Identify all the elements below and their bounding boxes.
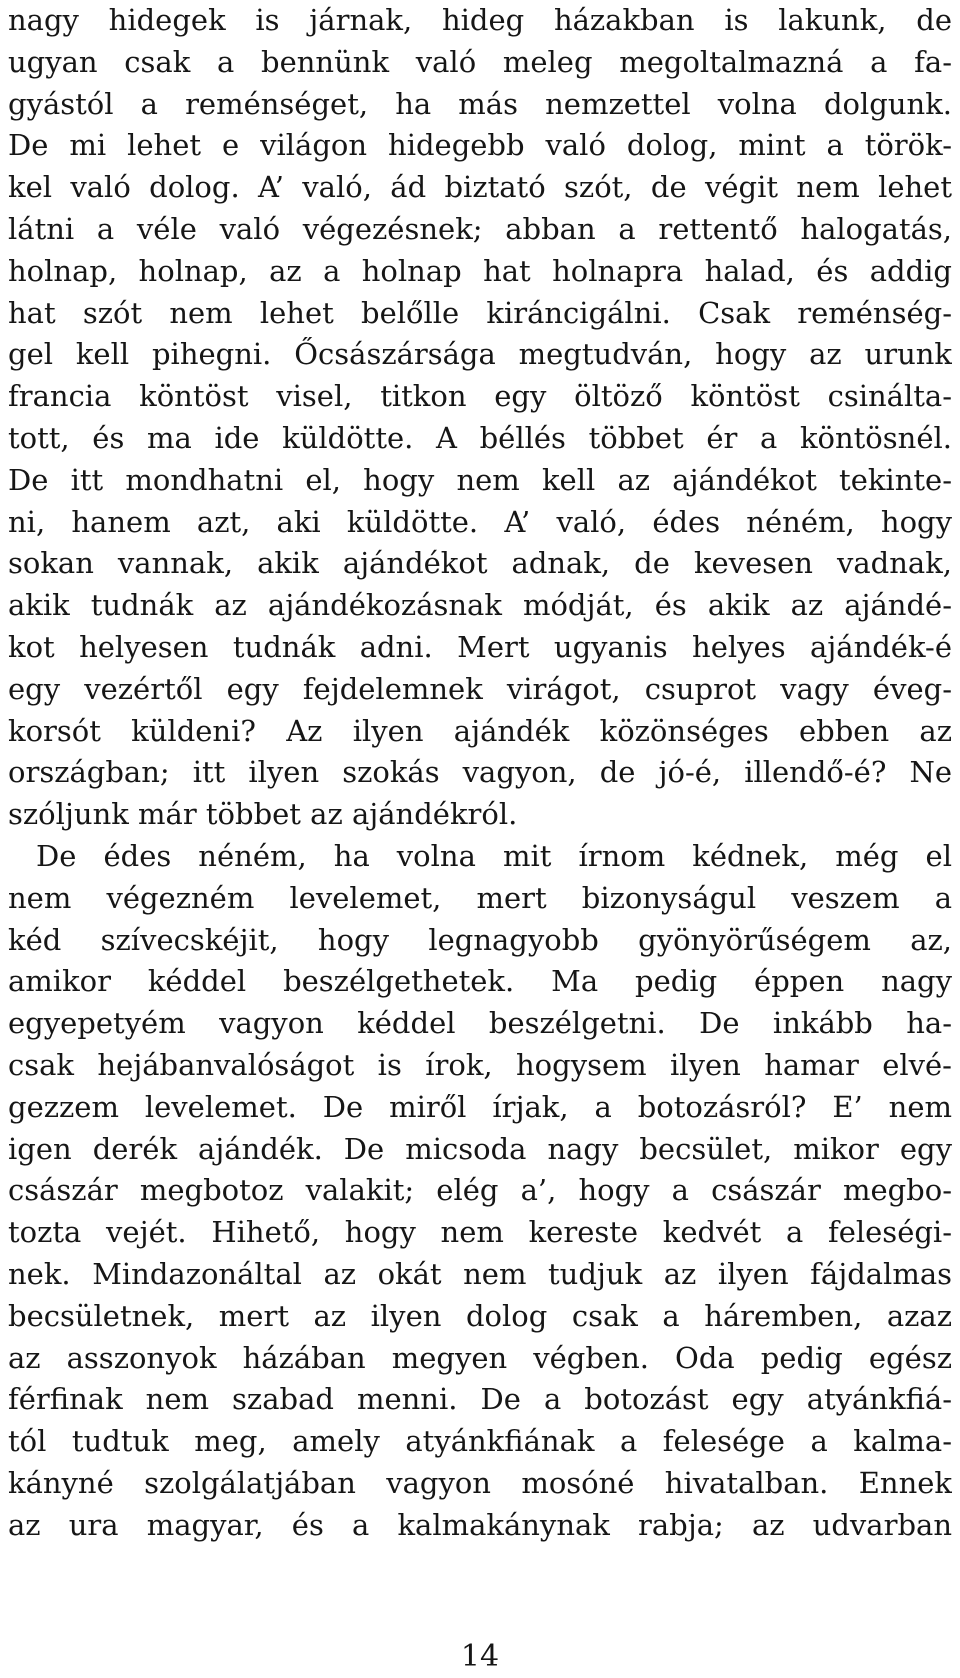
text-line: kányné szolgálatjában vagyon mosóné hivatalban. Ennek (8, 1465, 952, 1500)
text-line: nagy hidegek is járnak, hideg házakban is lakunk, de (8, 3, 952, 37)
text-line: korsót küldeni? Az ilyen ajándék közönséges ebben az (8, 713, 952, 748)
text-line: országban; itt ilyen szokás vagyon, de jó-é, illendő-é? Ne (8, 755, 952, 790)
text-line: tozta vejét. Hihető, hogy nem kereste kedvét a feleségi- (8, 1215, 952, 1250)
text-line: becsületnek, mert az ilyen dolog csak a háremben, azaz (8, 1298, 952, 1333)
text-line: nek. Mindazonáltal az okát nem tudjuk az ilyen fájdalmas (8, 1256, 952, 1291)
text-line: csak hejábanvalóságot is írok, hogysem ilyen hamar elvé- (8, 1047, 952, 1082)
text-line: férfinak nem szabad menni. De a botozást egy atyánkfiá- (8, 1382, 952, 1417)
text-line: tott, és ma ide küldötte. A béllés többet ér a köntösnél. (8, 420, 952, 455)
text-line: császár megbotoz valakit; elég a’, hogy a császár megbo- (8, 1173, 952, 1208)
text-line: gel kell pihegni. Őcsászársága megtudván, hogy az urunk (8, 337, 952, 372)
text-line: kéd szívecskéjit, hogy legnagyobb gyönyörűségem az, (8, 922, 952, 957)
text-line: ugyan csak a bennünk való meleg megoltalmazná a fa- (8, 44, 952, 79)
body-text (8, 0, 952, 1546)
paragraph-end-line: szóljunk már többet az ajándékról. (8, 797, 518, 832)
text-line: kot helyesen tudnák adni. Mert ugyanis helyes ajándék-é (8, 629, 952, 664)
text-line: gyástól a reménséget, ha más nemzettel volna dolgunk. (8, 86, 952, 121)
text-line: az asszonyok házában megyen végben. Oda pedig egész (8, 1340, 952, 1375)
text-line: De mi lehet e világon hidegebb való dolog, mint a török- (8, 128, 952, 163)
text-line: egy vezértől egy fejdelemnek virágot, csuprot vagy éveg- (8, 671, 952, 706)
text-line: akik tudnák az ajándékozásnak módját, és akik az ajándé- (8, 588, 952, 623)
text-line: gezzem levelemet. De miről írjak, a botozásról? E’ nem (8, 1089, 952, 1124)
text-line: hat szót nem lehet belőlle kiráncigálni. Csak reménség- (8, 295, 952, 330)
page-number: 14 (460, 1639, 500, 1674)
text-line: amikor kéddel beszélgethetek. Ma pedig éppen nagy (8, 964, 952, 999)
text-line: kel való dolog. A’ való, ád biztató szót, de végit nem lehet (8, 170, 952, 205)
text-line: igen derék ajándék. De micsoda nagy becsület, mikor egy (8, 1131, 952, 1166)
text-line: francia köntöst visel, titkon egy öltöző köntöst csinálta- (8, 379, 952, 414)
text-line: az ura magyar, és a kalmakánynak rabja; az udvarban (8, 1507, 952, 1542)
text-line: De itt mondhatni el, hogy nem kell az ajándékot tekinte- (8, 462, 952, 497)
text-line: egyepetyém vagyon kéddel beszélgetni. De inkább ha- (8, 1006, 952, 1041)
paragraph-start-line: De édes néném, ha volna mit írnom kédnek, még el (36, 838, 952, 873)
text-line: ni, hanem azt, aki küldötte. A’ való, édes néném, hogy (8, 504, 952, 539)
text-line: látni a véle való végezésnek; abban a rettentő halogatás, (8, 211, 952, 246)
text-line: holnap, holnap, az a holnap hat holnapra halad, és addig (8, 253, 952, 288)
text-line: nem végezném levelemet, mert bizonyságul veszem a (8, 880, 952, 915)
text-line: tól tudtuk meg, amely atyánkfiának a felesége a kalma- (8, 1424, 952, 1459)
text-line: sokan vannak, akik ajándékot adnak, de kevesen vadnak, (8, 546, 952, 581)
